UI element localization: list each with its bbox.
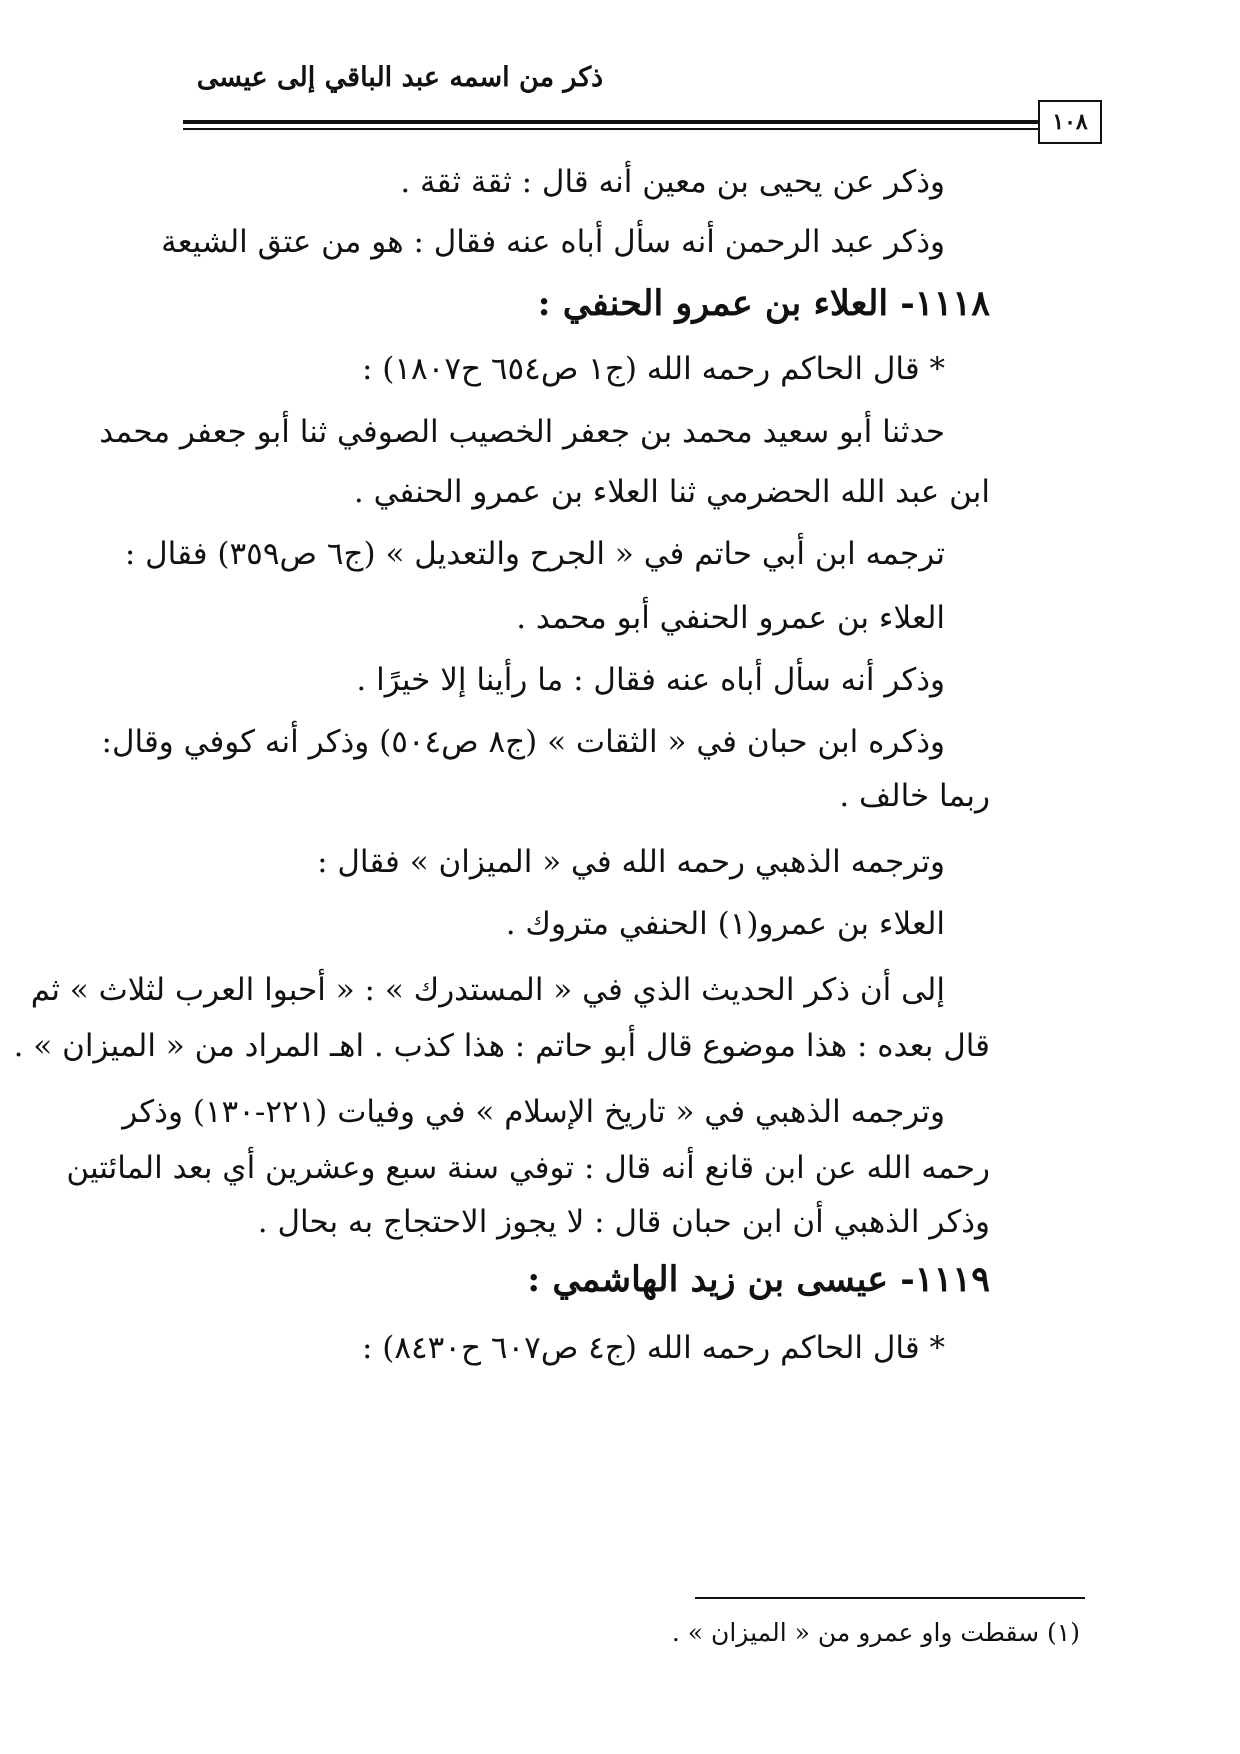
text-line: العلاء بن عمرو الحنفي أبو محمد .	[516, 600, 945, 636]
running-header-title: ذكر من اسمه عبد الباقي إلى عيسى	[196, 62, 604, 93]
text-line: وترجمه الذهبي في « تاريخ الإسلام » في وفيات (٢٢١-١٣٠) وذكر	[122, 1094, 945, 1130]
header-rule-thick	[183, 120, 1038, 124]
page-number: ١٠٨	[1038, 100, 1102, 144]
text-line: * قال الحاكم رحمه الله (ج١ ص٦٥٤ ح١٨٠٧) :	[361, 351, 945, 387]
text-line: * قال الحاكم رحمه الله (ج٤ ص٦٠٧ ح٨٤٣٠) :	[361, 1330, 945, 1366]
text-line: إلى أن ذكر الحديث الذي في « المستدرك » : « أحبوا العرب لثلاث » ثم	[30, 972, 945, 1008]
text-line: ابن عبد الله الحضرمي ثنا العلاء بن عمرو الحنفي .	[353, 474, 990, 510]
text-line: حدثنا أبو سعيد محمد بن جعفر الخصيب الصوفي ثنا أبو جعفر محمد	[99, 414, 945, 450]
text-line: رحمه الله عن ابن قانع أنه قال : توفي سنة سبع وعشرين أي بعد المائتين	[66, 1150, 990, 1186]
text-line: وذكر عبد الرحمن أنه سأل أباه عنه فقال : هو من عتق الشيعة	[161, 224, 945, 260]
text-line: قال بعده : هذا موضوع قال أبو حاتم : هذا كذب . اهـ المراد من « الميزان » .	[13, 1028, 990, 1064]
text-line: وذكر الذهبي أن ابن حبان قال : لا يجوز الاحتجاج به بحال .	[257, 1204, 990, 1240]
text-line: وذكر أنه سأل أباه عنه فقال : ما رأينا إلا خيرًا .	[356, 662, 945, 698]
text-line: وذكر عن يحيى بن معين أنه قال : ثقة ثقة .	[400, 164, 945, 200]
entry-heading-1119: ١١١٩- عيسى بن زيد الهاشمي :	[527, 1259, 990, 1300]
text-line: ربما خالف .	[839, 778, 990, 814]
entry-heading-1118: ١١١٨- العلاء بن عمرو الحنفي :	[537, 283, 990, 324]
header-rule-thin	[183, 128, 1038, 130]
text-line: العلاء بن عمرو(١) الحنفي متروك .	[505, 906, 945, 942]
text-line: وترجمه الذهبي رحمه الله في « الميزان » فقال :	[317, 844, 945, 880]
text-line: ترجمه ابن أبي حاتم في « الجرح والتعديل » (ج٦ ص٣٥٩) فقال :	[124, 536, 945, 572]
footnote-rule	[695, 1597, 1085, 1599]
footnote: (١) سقطت واو عمرو من « الميزان » .	[671, 1618, 1080, 1647]
text-line: وذكره ابن حبان في « الثقات » (ج٨ ص٥٠٤) وذكر أنه كوفي وقال:	[101, 724, 945, 760]
